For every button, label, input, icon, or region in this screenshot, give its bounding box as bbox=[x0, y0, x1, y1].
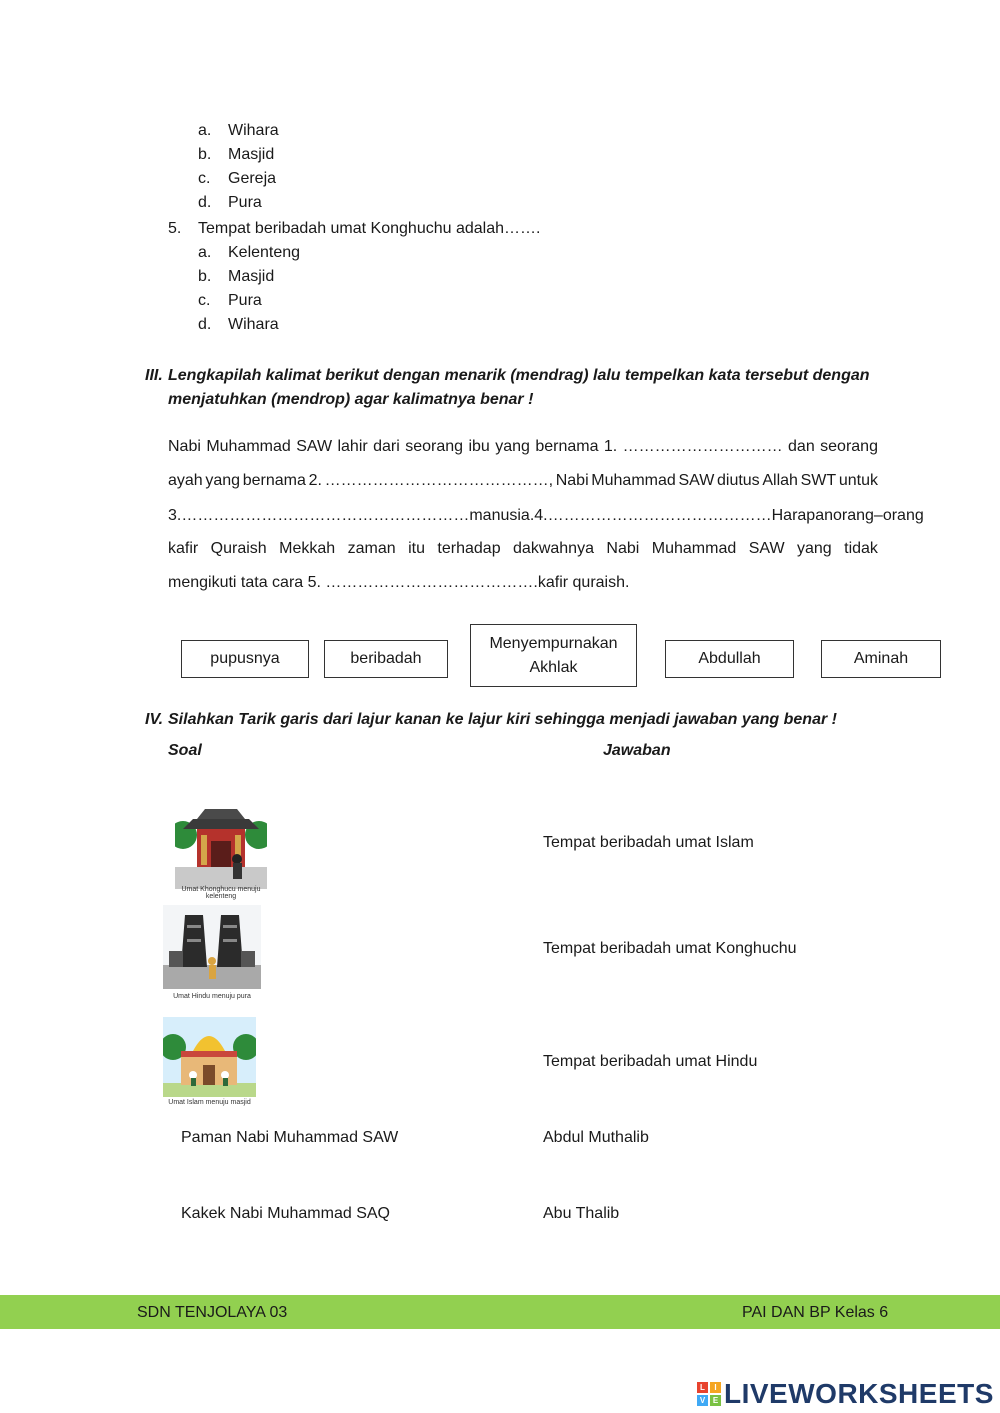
paragraph-word: ……………………………………, bbox=[324, 472, 554, 489]
logo-letter-tile: E bbox=[710, 1395, 721, 1406]
q5-option-d[interactable] bbox=[198, 316, 279, 334]
option-letter: a. bbox=[198, 244, 212, 261]
option-letter: c. bbox=[198, 292, 211, 309]
option-letter: c. bbox=[198, 170, 211, 187]
paragraph-word: seorang bbox=[820, 438, 878, 455]
drag-word-abdullah[interactable]: Abdullah bbox=[665, 640, 794, 678]
question-number: 5. bbox=[168, 220, 182, 237]
option-letter: b. bbox=[198, 268, 212, 285]
paragraph-word: Nabi bbox=[555, 472, 589, 489]
jawaban-item[interactable]: Tempat beribadah umat Hindu bbox=[543, 1053, 758, 1070]
paragraph-word: yang bbox=[796, 540, 832, 557]
pura-icon bbox=[163, 905, 261, 989]
paragraph-word: Mekkah bbox=[279, 540, 336, 557]
paragraph-word: Nabi bbox=[168, 438, 201, 455]
q4-option-b[interactable] bbox=[198, 146, 274, 164]
liveworksheets-logo bbox=[697, 1378, 994, 1410]
paragraph-word: tidak bbox=[844, 540, 878, 557]
pura-illustration[interactable] bbox=[163, 905, 261, 1001]
section-instruction: Silahkan Tarik garis dari lajur kanan ke lajur kiri sehingga menjadi jawaban yang benar ! bbox=[168, 711, 837, 728]
drag-word-aminah[interactable]: Aminah bbox=[821, 640, 941, 678]
paragraph-line-1 bbox=[168, 438, 878, 456]
option-text: Masjid bbox=[228, 268, 275, 285]
paragraph-word: Muhammad bbox=[651, 540, 737, 557]
paragraph-word: SAW bbox=[296, 438, 333, 455]
question-5 bbox=[168, 220, 540, 238]
drag-word-menyempurnakan-akhlak[interactable]: Menyempurnakan Akhlak bbox=[470, 624, 637, 687]
liveworksheets-logo-icon bbox=[697, 1382, 721, 1406]
image-caption: Umat Islam menuju masjid bbox=[168, 1099, 251, 1106]
paragraph-word: ibu bbox=[468, 438, 490, 455]
masjid-illustration[interactable] bbox=[163, 1017, 256, 1107]
paragraph-word: bernama bbox=[242, 472, 306, 489]
option-text: Pura bbox=[228, 292, 262, 309]
paragraph-word: 4. bbox=[534, 507, 548, 524]
option-text: Wihara bbox=[228, 316, 279, 333]
q4-option-d[interactable] bbox=[198, 194, 262, 212]
paragraph-word: diutus bbox=[716, 472, 760, 489]
paragraph-word: lahir bbox=[337, 438, 368, 455]
option-text: Wihara bbox=[228, 122, 279, 139]
logo-letter-tile: I bbox=[710, 1382, 721, 1393]
q5-option-c[interactable] bbox=[198, 292, 262, 310]
option-text: Pura bbox=[228, 194, 262, 211]
jawaban-item[interactable]: Abu Thalib bbox=[543, 1205, 620, 1222]
paragraph-word: bernama bbox=[535, 438, 599, 455]
paragraph-line-3 bbox=[168, 507, 924, 525]
paragraph-word: zaman bbox=[347, 540, 396, 557]
paragraph-word: Muhammad bbox=[206, 438, 291, 455]
option-text: Kelenteng bbox=[228, 244, 301, 261]
image-caption: Umat Khonghucu menuju kelenteng bbox=[181, 886, 261, 900]
paragraph-word: yang bbox=[495, 438, 530, 455]
jawaban-item[interactable]: Abdul Muthalib bbox=[543, 1129, 649, 1146]
paragraph-word: seorang bbox=[405, 438, 464, 455]
jawaban-item[interactable]: Tempat beribadah umat Konghuchu bbox=[543, 940, 797, 957]
paragraph-word: …………………………………… bbox=[547, 507, 772, 524]
paragraph-word: kafir bbox=[168, 540, 199, 557]
paragraph-word: dari bbox=[373, 438, 400, 455]
paragraph-word: ayah bbox=[168, 472, 203, 489]
paragraph-word: ………………………… bbox=[622, 438, 783, 455]
q4-option-c[interactable] bbox=[198, 170, 276, 188]
question-text: Tempat beribadah umat Konghuchu adalah……. bbox=[198, 220, 541, 237]
paragraph-word: ………………………………………………manusia. bbox=[181, 507, 535, 524]
paragraph-word: 1. bbox=[603, 438, 618, 455]
option-letter: a. bbox=[198, 122, 212, 139]
paragraph-word: yang bbox=[205, 472, 241, 489]
drag-word-pupusnya[interactable]: pupusnya bbox=[181, 640, 309, 678]
paragraph-word: Quraish bbox=[210, 540, 267, 557]
option-text: Gereja bbox=[228, 170, 277, 187]
paragraph-word: orang bbox=[882, 507, 924, 524]
paragraph-word: terhadap bbox=[437, 540, 501, 557]
soal-item-paman[interactable]: Paman Nabi Muhammad SAW bbox=[181, 1129, 399, 1146]
q4-option-a[interactable] bbox=[198, 122, 279, 140]
paragraph-word: SAW bbox=[678, 472, 715, 489]
jawaban-item[interactable]: Tempat beribadah umat Islam bbox=[543, 834, 754, 851]
paragraph-word: Harapan bbox=[771, 507, 833, 524]
section-number: III. bbox=[145, 367, 163, 384]
option-letter: d. bbox=[198, 316, 212, 333]
q5-option-a[interactable] bbox=[198, 244, 300, 262]
masjid-icon bbox=[163, 1017, 256, 1097]
kelenteng-icon bbox=[175, 797, 267, 889]
option-letter: d. bbox=[198, 194, 212, 211]
soal-item-kakek[interactable]: Kakek Nabi Muhammad SAQ bbox=[181, 1205, 390, 1222]
paragraph-word: Muhammad bbox=[591, 472, 676, 489]
section-number: IV. bbox=[145, 711, 164, 728]
q5-option-b[interactable] bbox=[198, 268, 274, 286]
image-caption: Umat Hindu menuju pura bbox=[173, 993, 251, 1000]
footer-school-name: SDN TENJOLAYA 03 bbox=[137, 1304, 288, 1321]
paragraph-word: 2. bbox=[308, 472, 322, 489]
paragraph-word: itu bbox=[408, 540, 425, 557]
option-letter: b. bbox=[198, 146, 212, 163]
drag-word-beribadah[interactable]: beribadah bbox=[324, 640, 448, 678]
paragraph-line-2 bbox=[168, 472, 878, 490]
paragraph-word: – bbox=[873, 507, 883, 524]
jawaban-column-header: Jawaban bbox=[603, 742, 671, 759]
paragraph-word: SAW bbox=[748, 540, 785, 557]
section-instruction: Lengkapilah kalimat berikut dengan menarik (mendrag) lalu tempelkan kata tersebut dengan menjatuhkan (mendrop) agar kalimatnya benar ! bbox=[168, 367, 870, 408]
paragraph-word: Nabi bbox=[606, 540, 640, 557]
paragraph-line-4 bbox=[168, 540, 878, 558]
paragraph-word: Allah bbox=[762, 472, 798, 489]
paragraph-word: dan bbox=[788, 438, 815, 455]
paragraph-line-5: mengikuti tata cara 5. ………………………………….kafir quraish. bbox=[168, 574, 630, 591]
paragraph-word: SWT bbox=[800, 472, 837, 489]
option-text: Masjid bbox=[228, 146, 275, 163]
logo-letter-tile: L bbox=[697, 1382, 708, 1393]
paragraph-word: orang bbox=[832, 507, 874, 524]
footer-bar bbox=[0, 1295, 1000, 1329]
paragraph-word: untuk bbox=[838, 472, 878, 489]
footer-subject: PAI DAN BP Kelas 6 bbox=[742, 1304, 889, 1321]
kelenteng-illustration[interactable] bbox=[175, 797, 267, 901]
paragraph-word: dakwahnya bbox=[513, 540, 594, 557]
paragraph-word: 3. bbox=[168, 507, 182, 524]
soal-column-header: Soal bbox=[168, 742, 202, 759]
brand-name: LIVEWORKSHEETS bbox=[724, 1378, 994, 1409]
logo-letter-tile: V bbox=[697, 1395, 708, 1406]
